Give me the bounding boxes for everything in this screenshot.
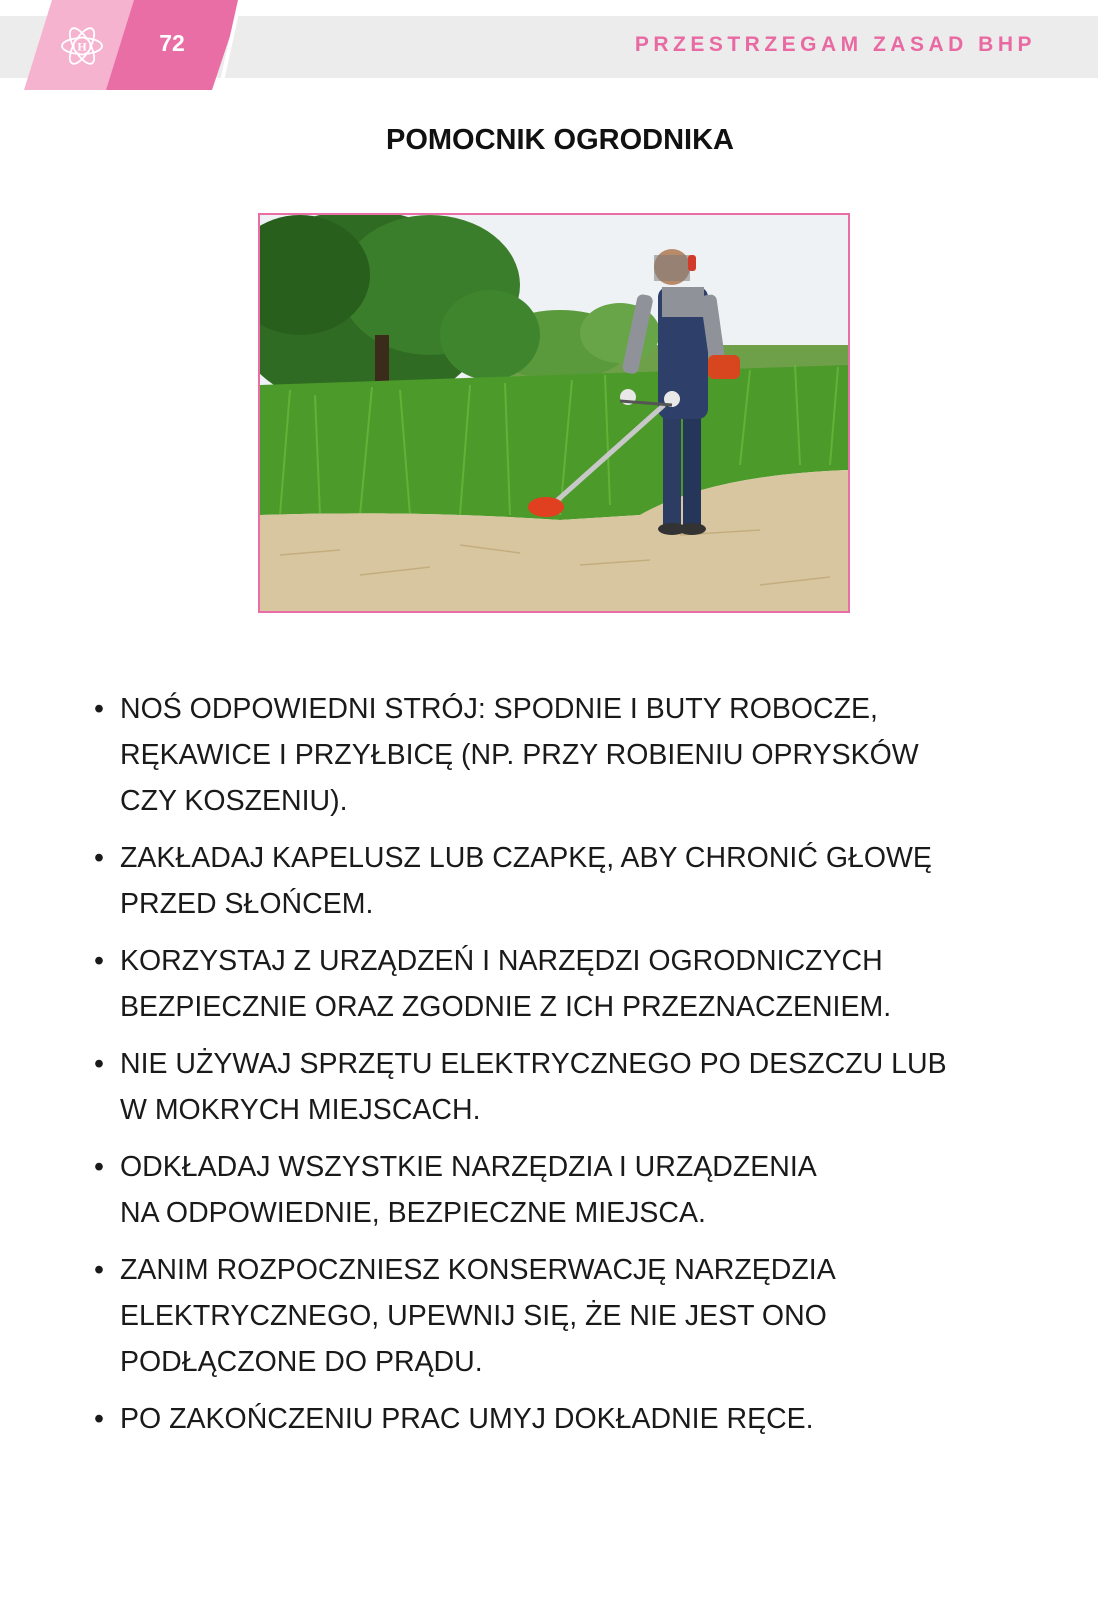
page-title: POMOCNIK OGRODNIKA bbox=[386, 124, 734, 156]
rule-item: • ZANIM ROZPOCZNIESZ KONSERWACJĘ NARZĘDZIA ELEKTRYCZNEGO, UPEWNIJ SIĘ, ŻE NIE JEST ONO PODŁĄCZONE DO PRĄDU. bbox=[94, 1247, 1034, 1385]
atom-h-logo-icon bbox=[60, 24, 104, 68]
rule-item: • ZAKŁADAJ KAPELUSZ LUB CZAPKĘ, ABY CHRONIĆ GŁOWĘ PRZED SŁOŃCEM. bbox=[94, 835, 1034, 927]
rule-item: • NIE UŻYWAJ SPRZĘTU ELEKTRYCZNEGO PO DESZCZU LUB W MOKRYCH MIEJSCACH. bbox=[94, 1041, 1034, 1133]
rule-item: • KORZYSTAJ Z URZĄDZEŃ I NARZĘDZI OGRODNICZYCH BEZPIECZNIE ORAZ ZGODNIE Z ICH PRZEZNACZENIEM. bbox=[94, 938, 1034, 1030]
svg-text:H: H bbox=[77, 39, 87, 54]
rule-item: • ODKŁADAJ WSZYSTKIE NARZĘDZIA I URZĄDZENIA NA ODPOWIEDNIE, BEZPIECZNE MIEJSCA. bbox=[94, 1144, 1034, 1236]
photo-gardener-trimmer bbox=[260, 215, 848, 611]
rule-item: • PO ZAKOŃCZENIU PRAC UMYJ DOKŁADNIE RĘCE. bbox=[94, 1396, 1034, 1442]
section-title: PRZESTRZEGAM ZASAD BHP bbox=[634, 33, 1036, 56]
safety-rules-list bbox=[94, 686, 1034, 1453]
photo-frame bbox=[258, 213, 850, 613]
photo-trimmer-head bbox=[528, 497, 564, 517]
rule-item: • NOŚ ODPOWIEDNI STRÓJ: SPODNIE I BUTY ROBOCZE, RĘKAWICE I PRZYŁBICĘ (NP. PRZY ROBIENIU OPRYSKÓW CZY KOSZENIU). bbox=[94, 686, 1034, 824]
page-number: 72 bbox=[159, 30, 185, 56]
